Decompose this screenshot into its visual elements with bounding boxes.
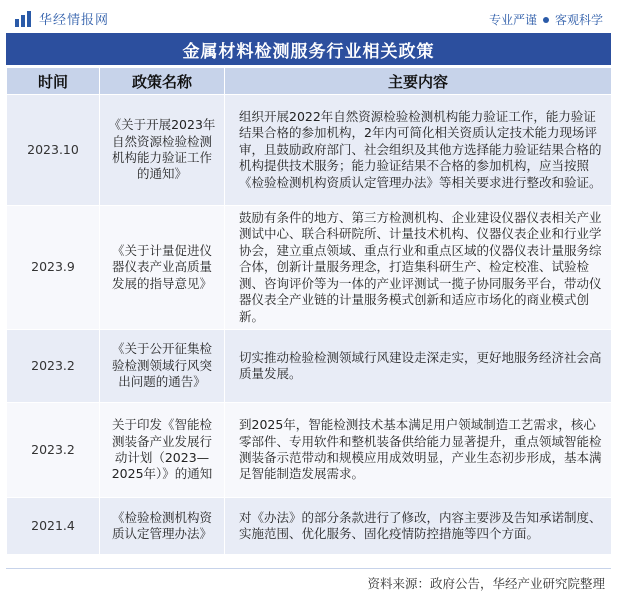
top-bar (0, 0, 617, 33)
cell-content: 对《办法》的部分条款进行了修改，内容主要涉及告知承诺制度、实施范围、优化服务、固化疫情防控措施等四个方面。 (225, 498, 612, 555)
table-row (7, 403, 612, 498)
cell-policy-name: 《关于计量促进仪器仪表产业高质量发展的指导意见》 (100, 206, 225, 330)
cell-content: 鼓励有条件的地方、第三方检测机构、企业建设仪器仪表相关产业测试中心、联合科研院所、计量技术机构、仪器仪表企业和行业学协会，建立重点领域、重点行业和重点区域的仪器仪表计量服务综合体，创新计量服务理念，打造集科研生产、检定校准、试验检测、咨询评价等为一体的产业评测试一揽子协同服务平台，带动仪器仪表全产业链的计量服务模式创新和适应市场化的商业模式创新。 (225, 206, 612, 330)
brand-name: 华经情报网 (39, 13, 110, 28)
cell-policy-name: 《检验检测机构资质认定管理办法》 (100, 498, 225, 555)
column-header-time: 时间 (7, 68, 100, 95)
cell-time: 2023.9 (7, 206, 100, 330)
cell-time: 2023.2 (7, 330, 100, 403)
slogan-right: 客观科学 (554, 13, 603, 27)
table-row (7, 206, 612, 330)
cell-policy-name: 《关于公开征集检验检测领域行风突出问题的通告》 (100, 330, 225, 403)
table-header-row (7, 68, 612, 95)
policy-table (6, 67, 612, 555)
cell-content: 切实推动检验检测领域行风建设走深走实，更好地服务经济社会高质量发展。 (225, 330, 612, 403)
source-note: 资料来源：政府公告，华经产业研究院整理 (367, 576, 605, 591)
cell-content: 组织开展2022年自然资源检验检测机构能力验证工作，能力验证结果合格的参加机构，2年内可简化相关资质认定技术能力现场评审，且鼓励政府部门、社会组织及其他方选择能力验证结果合格的机构提供技术服务；能力验证结果不合格的参加机构，应当按照《检验检测机构资质认定管理办法》等相关要求进行整改和验证。 (225, 95, 612, 206)
table-row (7, 95, 612, 206)
cell-time: 2023.10 (7, 95, 100, 206)
brand-logo-icon (14, 10, 34, 28)
dot-separator-icon (543, 17, 549, 23)
slogan-left: 专业严谨 (488, 13, 537, 27)
cell-policy-name: 《关于开展2023年自然资源检验检测机构能力验证工作的通知》 (100, 95, 225, 206)
footer-divider (6, 568, 611, 569)
table-row (7, 498, 612, 555)
cell-time: 2021.4 (7, 498, 100, 555)
cell-policy-name: 关于印发《智能检测装备产业发展行动计划（2023—2025年）》的通知 (100, 403, 225, 498)
table-row (7, 330, 612, 403)
column-header-policy-name: 政策名称 (100, 68, 225, 95)
page-title: 金属材料检测服务行业相关政策 (6, 33, 611, 65)
brand (14, 9, 109, 28)
slogan (489, 11, 603, 28)
cell-content: 到2025年，智能检测技术基本满足用户领域制造工艺需求，核心零部件、专用软件和整机装备供给能力显著提升，重点领域智能检测装备示范带动和规模应用成效明显，产业生态初步形成，基本满足智能制造发展需求。 (225, 403, 612, 498)
column-header-content: 主要内容 (225, 68, 612, 95)
cell-time: 2023.2 (7, 403, 100, 498)
